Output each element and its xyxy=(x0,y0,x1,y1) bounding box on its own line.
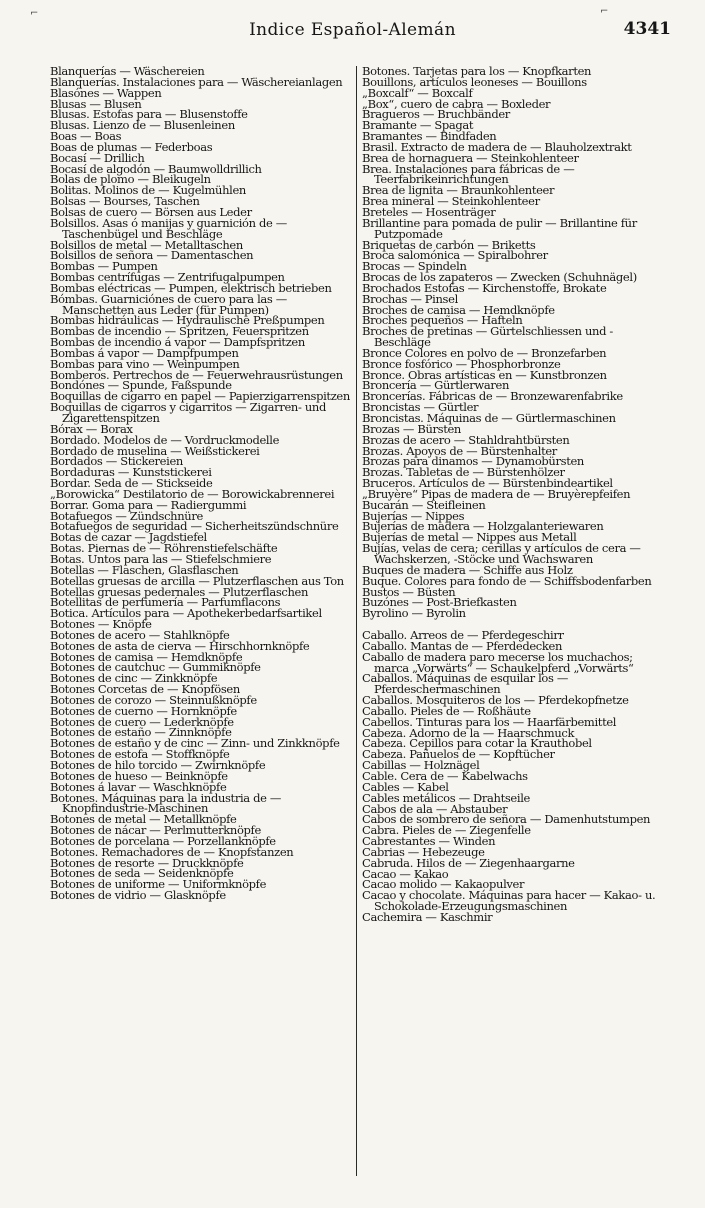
index-entry: Broncistas. Máquinas de — Gürtlermaschinen xyxy=(362,411,616,425)
index-entry: „Bruyère“ Pipas de madera de — Bruyèrepfeifen xyxy=(362,486,631,501)
index-entry: Brochados Estofas — Kirchenstoffe, Brokate xyxy=(362,280,607,295)
index-entry: Cabellos. Tinturas para los — Haarfärbemittel xyxy=(362,714,617,729)
index-entry: Caballo. Mantas de — Pferdedecken xyxy=(362,638,563,653)
index-entry: Botones á lavar — Waschknöpfe xyxy=(50,779,227,794)
index-entry: Botones de cuero — Lederknöpfe xyxy=(50,714,234,729)
index-entry: Bordar. Seda de — Stickseide xyxy=(50,476,213,491)
index-entry: Botones Corcetas de — Knopfösen xyxy=(50,682,240,697)
right-column xyxy=(362,66,668,923)
column-divider xyxy=(356,66,357,1176)
index-entry: Bujerías de metal — Nippes aus Metall xyxy=(362,530,577,545)
index-entry: Cabeza. Pañuelos de — Kopftücher xyxy=(362,747,555,762)
index-entry: Botafuegos — Zündschnüre xyxy=(50,508,203,523)
index-entry: Brea de hornaguera — Steinkohlenteer xyxy=(362,150,579,165)
index-entry: Bondónes — Spunde, Faßspunde xyxy=(50,378,232,393)
index-entry: Cables — Kabel xyxy=(362,779,449,794)
index-entry: Botones de hilo torcido — Zwirnknöpfe xyxy=(50,758,266,772)
index-entry: Bolsillos. Asas ó manijas y guarnición de — Taschenbügel und Beschläge xyxy=(50,215,287,241)
index-entry: Botones de camisa — Hemdknöpfe xyxy=(50,649,243,664)
index-entry: Cabeza. Adorno de la — Haarschmuck xyxy=(362,725,575,740)
index-entry: Brozas de acero — Stahldrahtbürsten xyxy=(362,432,570,447)
margin-mark: ⌐ xyxy=(600,6,609,17)
index-entry: Bomberos. Pertrechos de — Feuerwehrausrüstungen xyxy=(50,367,343,382)
index-entry: Bómbas. Guarniciónes de cuero para las — Manschetten aus Leder (für Pumpen) xyxy=(50,291,287,317)
index-entry: Cabos de ala — Abstauber xyxy=(362,801,508,816)
index-entry: Bombas — Pumpen xyxy=(50,259,158,274)
index-entry: Botellas — Flaschen, Glasflaschen xyxy=(50,562,239,577)
index-entry: Broches pequeños — Hafteln xyxy=(362,313,523,328)
index-entry: Botones — Knöpfe xyxy=(50,617,152,632)
index-entry: Cabillas — Holznägel xyxy=(362,758,480,773)
index-entry: Blusas. Lienzo de — Blusenleinen xyxy=(50,118,235,133)
index-entry: Brozas — Bürsten xyxy=(362,421,461,436)
index-entry: Cables metálicos — Drahtseile xyxy=(362,790,530,805)
index-entry: Botones de estaño — Zinnknöpfe xyxy=(50,725,232,740)
index-entry: Brocas — Spindeln xyxy=(362,259,467,274)
index-entry: Bramantes — Bindfaden xyxy=(362,129,497,144)
index-entry: Cabos de sombrero de señora — Damenhutstumpen xyxy=(362,812,651,827)
index-entry: Botones de asta de cierva — Hirschhornknöpfe xyxy=(50,638,310,653)
index-entry: Botones de uniforme — Uniformknöpfe xyxy=(50,877,267,892)
index-entry: Bolitas. Molinos de — Kugelmühlen xyxy=(50,183,246,198)
index-entry: Botones de nácar — Perlmutterknöpfe xyxy=(50,823,261,838)
index-entry: Caballo. Pieles de — Roßhäute xyxy=(362,703,531,718)
index-entry: Cabrias — Hebezeuge xyxy=(362,844,485,859)
index-entry: Byrolino — Byrolin xyxy=(362,606,466,621)
index-entry: Bujerías de madera — Holzgalanteriewaren xyxy=(362,519,604,534)
index-entry: Botones de cautchuc — Gummiknöpfe xyxy=(50,660,261,675)
index-entry: Boas de plumas — Federboas xyxy=(50,139,213,154)
index-entry: Broncerías. Fábricas de — Bronzewarenfabrike xyxy=(362,389,623,404)
index-entry: Botones de hueso — Beinknöpfe xyxy=(50,768,228,783)
index-entry: Bombas eléctricas — Pumpen, elektrisch betrieben xyxy=(50,280,332,295)
index-entry: Blanquerías — Wäschereien xyxy=(50,64,205,78)
index-entry: Borrar. Goma para — Radiergummi xyxy=(50,497,247,512)
index-entry: Bolsillos de señora — Damentaschen xyxy=(50,248,254,263)
index-entry: Brea mineral — Steinkohlenteer xyxy=(362,194,540,209)
index-entry: Botones de resorte — Druckknöpfe xyxy=(50,855,244,870)
index-entry: Boquillas de cigarros y cigarritos — Zigarren- und Zigarettenspitzen xyxy=(50,400,326,425)
index-entry: Breteles — Hosenträger xyxy=(362,204,496,219)
index-entry: Bocasí de algodón — Baumwolldrillich xyxy=(50,161,262,176)
index-entry: Bujías, velas de cera; cerillas y artículos de cera — Wachskerzen, -Stöcke und Wachswaren xyxy=(362,541,641,566)
index-entry: Boquillas de cigarro en papel — Papierzigarrenspitzen xyxy=(50,389,350,404)
index-entry: Botones de metal — Metallknöpfe xyxy=(50,812,237,827)
index-entry: Botafuegos de seguridad — Sicherheitszündschnüre xyxy=(50,519,339,534)
index-entry: Botones de seda — Seidenknöpfe xyxy=(50,866,234,881)
index-entry: Blusas. Estofas para — Blusenstoffe xyxy=(50,107,248,122)
index-entry: Blusas — Blusen xyxy=(50,96,142,111)
index-entry: Bolsillos de metal — Metalltaschen xyxy=(50,237,243,252)
index-entry: Botellitas de perfumería — Parfumflacons xyxy=(50,595,281,610)
index-entry: Bragueros — Bruchbänder xyxy=(362,107,510,122)
index-entry: Caballo. Arreos de — Pferdegeschirr xyxy=(362,628,564,643)
index-entry: Botones de acero — Stahlknöpfe xyxy=(50,627,230,642)
index-entry: Botones de estaño y de cinc — Zinn- und Zinkknöpfe xyxy=(50,736,340,751)
index-entry: Broches de camisa — Hemdknöpfe xyxy=(362,302,555,317)
index-entry: „Box“, cuero de cabra — Boxleder xyxy=(362,96,551,111)
index-entry: Botones de estofa — Stoffknöpfe xyxy=(50,747,230,762)
index-entry: Cabra. Pieles de — Ziegenfelle xyxy=(362,823,531,838)
index-entry: Botas. Untos para las — Stiefelschmiere xyxy=(50,551,272,566)
index-entry: Botica. Artículos para — Apothekerbedarfsartikel xyxy=(50,606,322,621)
index-entry: Cacao y chocolate. Máquinas para hacer — Kakao- u. Schokolade-Erzeugungsmaschinen xyxy=(362,888,656,914)
index-entry: Bordado de muselina — Weißstickerei xyxy=(50,443,260,458)
index-entry: Brozas. Tabletas de — Bürstenhölzer xyxy=(362,465,565,480)
index-entry: Bordados — Stickereien xyxy=(50,454,183,469)
index-entry: Buque. Colores para fondo de — Schiffsbodenfarben xyxy=(362,573,652,588)
index-entry: Bouillons, artículos leoneses — Bouillons xyxy=(362,74,587,89)
index-entry: Brea de lignita — Braunkohlenteer xyxy=(362,183,555,198)
page-number: 4341 xyxy=(623,19,671,39)
index-entry: Botones de corozo — Steinnußknöpfe xyxy=(50,692,257,707)
index-entry: Broncistas — Gürtler xyxy=(362,400,479,415)
index-entry: Botellas gruesas pedernales — Plutzerflaschen xyxy=(50,584,309,599)
index-entry: Botones de cuerno — Hornknöpfe xyxy=(50,703,237,718)
index-entry: Botellas gruesas de arcilla — Plutzerflaschen aus Ton xyxy=(50,573,344,588)
index-entry: Brozas para dinamos — Dynamobürsten xyxy=(362,454,584,469)
index-entry: Caballo de madera paro mecerse los muchachos; marca „Vorwärts“ — Schaukelpferd „Vorwärts“ xyxy=(362,649,634,675)
index-entry: Bocasí — Drillich xyxy=(50,150,145,165)
index-entry: Bronce. Obras artísticas en — Kunstbronzen xyxy=(362,367,607,382)
index-entry: Bombas de incendio á vapor — Dampfspritzen xyxy=(50,335,305,350)
left-column xyxy=(50,66,351,901)
index-entry: Bronce Colores en polvo de — Bronzefarben xyxy=(362,345,607,360)
index-entry: Botones de vidrio — Glasknöpfe xyxy=(50,888,226,903)
index-entry: Bramante — Spagat xyxy=(362,118,474,133)
index-entry: Cable. Cera de — Kabelwachs xyxy=(362,769,528,783)
index-entry: Botones. Máquinas para la industria de — Knopfindustrie-Maschinen xyxy=(50,790,282,816)
index-entry: Bombas hidráulicas — Hydraulische Preßpumpen xyxy=(50,313,325,328)
index-entry: Cacao — Kakao xyxy=(362,866,449,881)
index-entry: Boas — Boas xyxy=(50,129,122,144)
index-entry: Cacao molido — Kakaopulver xyxy=(362,877,525,892)
index-entry: Caballos. Máquinas de esquilar los — Pferdeschermaschinen xyxy=(362,671,568,697)
index-entry: Bustos — Büsten xyxy=(362,584,456,599)
index-entry: Cabrestantes — Winden xyxy=(362,834,496,849)
index-entry: Brochas — Pinsel xyxy=(362,291,458,306)
index-entry: Bombas á vapor — Dampfpumpen xyxy=(50,345,239,360)
index-entry: Buques de madera — Schiffe aus Holz xyxy=(362,562,573,577)
index-entry: Cabruda. Hilos de — Ziegenhaargarne xyxy=(362,855,575,870)
index-entry: „Boxcalf“ — Boxcalf xyxy=(362,85,473,100)
index-entry: Buzónes — Post-Briefkasten xyxy=(362,595,517,610)
index-entry: Botas. Piernas de — Röhrenstiefelschäfte xyxy=(50,541,278,556)
index-entry: Blasónes — Wappen xyxy=(50,85,162,100)
index-entry: Botones. Remachadores de — Knopfstanzen xyxy=(50,844,294,859)
index-entry: Botones. Tarjetas para los — Knopfkarten xyxy=(362,64,592,78)
index-entry: Briquetas de carbón — Briketts xyxy=(362,237,536,252)
index-entry: Caballos. Mosquiteros de los — Pferdekopfnetze xyxy=(362,693,629,708)
index-entry: Blanquerías. Instalaciones para — Wäschereianlagen xyxy=(50,74,343,89)
index-entry: Brasil. Extracto de madera de — Blauholzextrakt xyxy=(362,139,632,154)
index-entry: Bucarán — Steifleinen xyxy=(362,497,486,512)
index-entry: Broca salomónica — Spiralbohrer xyxy=(362,248,548,263)
index-entry: Bombas de incendio — Spritzen, Feuerspritzen xyxy=(50,324,309,339)
index-entry: Bolsas — Bourses, Taschen xyxy=(50,194,200,209)
index-entry: Broches de pretinas — Gürtelschliessen und -Beschläge xyxy=(362,324,613,350)
index-entry: Bórax — Borax xyxy=(50,421,133,436)
index-entry: Bordaduras — Kunststickerei xyxy=(50,465,212,480)
index-entry: Cabeza. Cepillos para cotar la Krauthobel xyxy=(362,736,592,751)
index-entry: Bruceros. Artículos de — Bürstenbindeartikel xyxy=(362,476,613,491)
index-entry: Bombas para vino — Weinpumpen xyxy=(50,356,240,371)
index-entry: Botones de cinc — Zinkknöpfe xyxy=(50,671,218,686)
index-entry: Botas de cazar — Jagdstiefel xyxy=(50,530,207,545)
index-entry: Bombas centrífugas — Zentrifugalpumpen xyxy=(50,270,285,285)
margin-mark: ⌐ xyxy=(30,8,39,19)
page-title: Indice Español-Alemán xyxy=(249,20,456,40)
index-entry: Bronce fosfórico — Phosphorbronze xyxy=(362,356,561,371)
index-entry: Broncería — Gürtlerwaren xyxy=(362,378,510,393)
index-entry: Brillantine para pomada de pulir — Brillantine für Putzpomade xyxy=(362,215,637,241)
index-entry: Bolsas de cuero — Börsen aus Leder xyxy=(50,204,252,219)
index-entry: Cachemira — Kaschmir xyxy=(362,909,493,924)
index-entry: Botones de porcelana — Porzellanknöpfe xyxy=(50,833,276,848)
index-entry: Brea. Instalaciones para fábricas de — Teerfabrikeinrichtungen xyxy=(362,161,575,187)
index-entry: Brocas de los zapateros — Zwecken (Schuhnägel) xyxy=(362,270,637,285)
index-entry: Brozas. Apoyos de — Bürstenhalter xyxy=(362,443,557,458)
index-entry: Bolas de plomo — Bleikugeln xyxy=(50,172,211,187)
index-entry: Bujerías — Nippes xyxy=(362,508,465,523)
index-entry: „Borowicka“ Destilatorio de — Borowickabrennerei xyxy=(50,486,335,501)
index-entry: Bordado. Modelos de — Vordruckmodelle xyxy=(50,432,280,447)
